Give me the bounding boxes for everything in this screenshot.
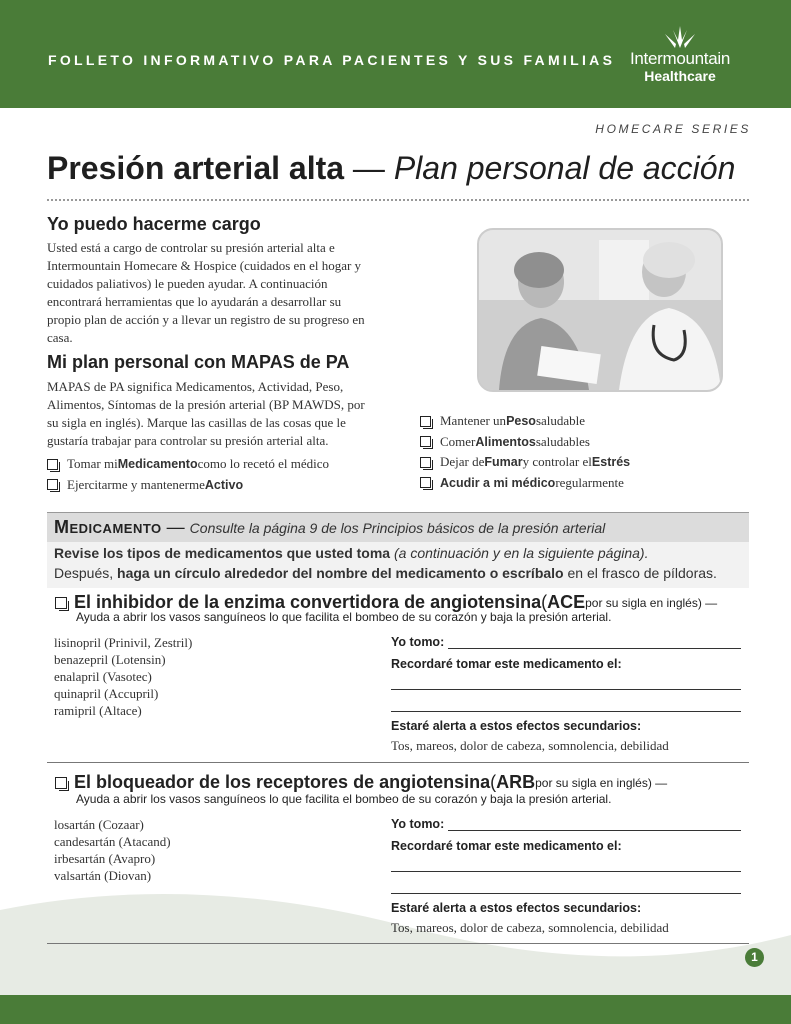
medication-section-header: Medicamento — Consulte la página 9 de los Principios básicos de la presión arterial: [47, 512, 749, 543]
arb-heading[interactable]: El bloqueador de los receptores de angiotensina ( ARB por su sigla en inglés) —: [55, 772, 667, 793]
ace-form: [391, 634, 741, 754]
medication-instructions: Revise los tipos de medicamentos que usted toma (a continuación y en la siguiente página). Después, haga un círculo alrededor del nombre del medicamento o escríbalo en el frasco de píldoras.: [47, 542, 749, 588]
logo: [610, 26, 750, 84]
checkbox-icon[interactable]: [420, 477, 431, 488]
title-main: Presión arterial alta: [47, 150, 345, 186]
alert-label: Estaré alerta a estos efectos secundarios:: [391, 901, 642, 915]
alert-label: Estaré alerta a estos efectos secundarios:: [391, 719, 642, 733]
divider: [47, 762, 749, 763]
checkbox-icon[interactable]: [420, 457, 431, 468]
ace-heading[interactable]: El inhibidor de la enzima convertidora de angiotensina ( ACE por su sigla en inglés) —: [55, 592, 717, 613]
remember-field-2[interactable]: [391, 872, 741, 894]
checklist-item[interactable]: Dejar de Fumar y controlar el Estrés: [420, 452, 630, 473]
list-item: benazepril (Lotensin): [54, 652, 166, 667]
checkbox-icon[interactable]: [55, 597, 67, 609]
remember-label: Recordaré tomar este medicamento el:: [391, 839, 622, 853]
arb-drug-list: [54, 816, 171, 884]
plan-body: MAPAS de PA significa Medicamentos, Actividad, Peso, Alimentos, Síntomas de la presión arterial (BP MAWDS, por su sigla en inglés). Marque las casillas de las cosas que le gustaría trabajar para controlar su presión arterial alta.: [47, 379, 365, 448]
list-item: quinapril (Accupril): [54, 686, 159, 701]
medication-note: Consulte la página 9 de los Principios básicos de la presión arterial: [189, 520, 606, 536]
footer-bar: [0, 995, 791, 1024]
ace-drug-list: [54, 634, 192, 719]
remember-field[interactable]: [391, 853, 741, 872]
side-effects: Tos, mareos, dolor de cabeza, somnolencia, debilidad: [391, 920, 669, 935]
remember-field-2[interactable]: [391, 690, 741, 712]
logo-leaf-icon: [655, 26, 705, 50]
list-item: ramipril (Altace): [54, 703, 142, 718]
checklist-left: [47, 454, 329, 495]
remember-field[interactable]: [391, 671, 741, 690]
list-item: losartán (Cozaar): [54, 817, 144, 832]
divider: [47, 943, 749, 944]
checklist-item[interactable]: Acudir a mi médico regularmente: [420, 473, 630, 494]
logo-text-top: Intermountain: [629, 49, 731, 68]
arb-description: Ayuda a abrir los vasos sanguíneos lo que facilita el bombeo de su corazón y baja la presión arterial.: [76, 792, 612, 806]
logo-text-bottom: Healthcare: [644, 68, 716, 84]
intro-heading: Yo puedo hacerme cargo: [47, 214, 261, 234]
take-label: Yo tomo:: [391, 635, 445, 649]
side-effects: Tos, mareos, dolor de cabeza, somnolencia, debilidad: [391, 738, 669, 753]
ace-description: Ayuda a abrir los vasos sanguíneos lo que facilita el bombeo de su corazón y baja la presión arterial.: [76, 610, 612, 624]
series-label: HOMECARE SERIES: [595, 122, 751, 136]
page-number: 1: [745, 948, 764, 967]
banner-title: FOLLETO INFORMATIVO PARA PACIENTES Y SUS FAMILIAS: [48, 52, 616, 68]
take-label: Yo tomo:: [391, 817, 445, 831]
medication-heading: Medicamento: [54, 517, 162, 537]
checkbox-icon[interactable]: [47, 479, 58, 490]
arb-form: [391, 816, 741, 936]
list-item: candesartán (Atacand): [54, 834, 171, 849]
intro-body: Usted está a cargo de controlar su presión arterial alta e Intermountain Homecare & Hospice (cuidados en el hogar y cuidados paliativos) le pueden ayudar. A continuación encontrará herramientas que lo ayudarán a desarrollar su propio plan de acción y a llevar un registro de su progreso en casa.: [47, 240, 365, 345]
remember-label: Recordaré tomar este medicamento el:: [391, 657, 622, 671]
checklist-right: [420, 411, 630, 493]
list-item: valsartán (Diovan): [54, 868, 152, 883]
title-sub: Plan personal de acción: [393, 150, 736, 186]
header-banner: [0, 0, 791, 108]
page-title: [47, 150, 735, 187]
list-item: lisinopril (Prinivil, Zestril): [54, 635, 193, 650]
checkbox-icon[interactable]: [420, 436, 431, 447]
plan-heading: Mi plan personal con MAPAS de PA: [47, 352, 350, 372]
list-item: enalapril (Vasotec): [54, 669, 152, 684]
checkbox-icon[interactable]: [55, 777, 67, 789]
take-field[interactable]: [448, 634, 741, 649]
checklist-item[interactable]: Comer Alimentos saludables: [420, 432, 630, 453]
patient-nurse-photo: [477, 228, 723, 392]
take-field[interactable]: [448, 816, 741, 831]
list-item: irbesartán (Avapro): [54, 851, 156, 866]
checklist-item[interactable]: Tomar mi Medicamento como lo recetó el médico: [47, 454, 329, 475]
checkbox-icon[interactable]: [420, 416, 431, 427]
title-divider: [47, 199, 749, 201]
checkbox-icon[interactable]: [47, 459, 58, 470]
checklist-item[interactable]: Mantener un Peso saludable: [420, 411, 630, 432]
checklist-item[interactable]: Ejercitarme y mantenerme Activo: [47, 475, 329, 496]
title-dash: —: [344, 150, 394, 186]
